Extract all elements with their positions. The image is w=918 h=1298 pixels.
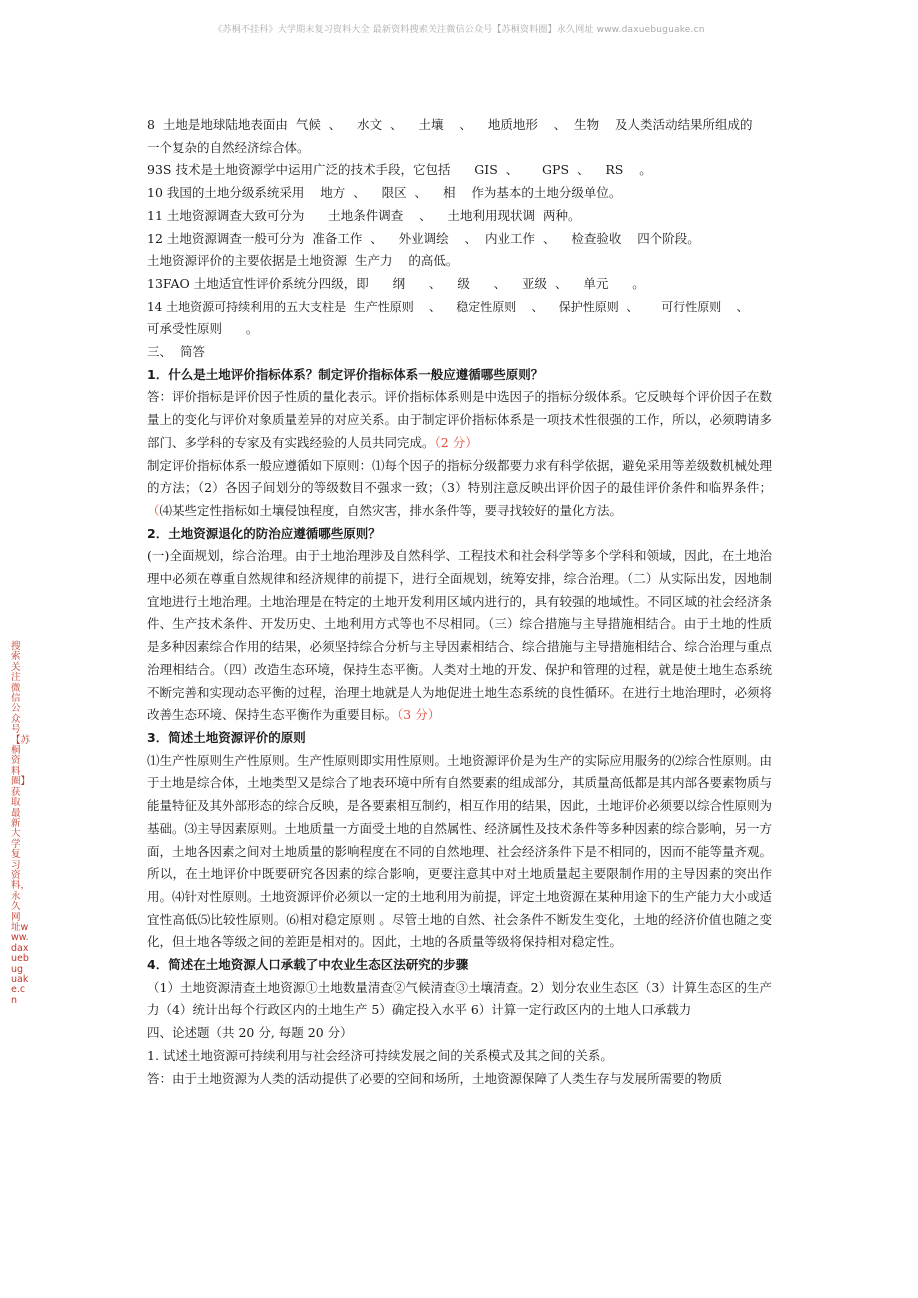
side-watermark: 搜索关注微信公众号【苏桐资料圈】获取最新大学复习资料，永久网址www.daxuebuguake.cn [11,641,31,1006]
document-body [147,114,772,1090]
fill-blank-10: 10 我国的土地分级系统采用 地方 、 限区 、 相 作为基本的土地分级单位。 [147,185,622,201]
answer-1a [147,386,772,454]
score-paren: （ [147,502,160,518]
fill-blank-12b: 土地资源评价的主要依据是土地资源 生产力 的高低。 [147,253,459,269]
answer-2-text: (一)全面规划，综合治理。由于土地治理涉及自然科学、工程技术和社会科学等多个学科和领域，因此，在土地治理中必须在尊重自然规律和经济规律的前提下，进行全面规划，统筹安排，综合治理。（二）从实际出发，因地制宜地进行土地治理。土地治理是在特定的土地开发利用区域内进行的，具有较强的地域性。不同区域的社会经济条件、生产技术条件、开发历史、土地利用方式等也不尽相同。（三）综合措施与主导措施相结合。由于土地的性质是多种因素综合作用的结果，必须坚持综合分析与主导因素相结合、综合措施与主导措施相结合、综合治理与重点治理相结合。（四）改造生态环境，保持生态平衡。人类对土地的开发、保护和管理的过程，就是使土地生态系统不断完善和实现动态平衡的过程，治理土地就是人为地促进土地生态系统的良性循环。在进行土地治理时，必须将改善生态环境、保持生态平衡作为重要目标。 [147,548,773,723]
answer-1b [147,455,772,523]
fill-blank-14a: 14 土地资源可持续利用的五大支柱是 生产性原则 、 稳定性原则 、 保护性原则 、 可行性原则 、 [147,299,749,314]
answer-1a-text: 答：评价指标是评价因子性质的量化表示。评价指标体系则是中选因子的指标分级体系。它反映每个评价因子在数量上的变化与评价对象质量差异的对应关系。由于制定评价指标体系是一项技术性很强的工作，所以，必须聘请多部门、多学科的专家及有实践经验的人员共同完成。 [147,389,773,450]
answer-3: ⑴生产性原则生产性原则。生产性原则即实用性原则。土地资源评价是为生产的实际应用服务的⑵综合性原则。由于土地是综合体，土地类型又是综合了地表环境中所有自然要素的组成部分，其质量高低都是其内部各要素物质与能量特征及其外部形态的综合反映，是各要素相互制约，相互作用的结果，因此，土地评价必须要以综合性原则为基础。⑶主导因素原则。土地质量一方面受土地的自然属性、经济属性及技术条件等多种因素的综合影响，另一方面，土地各因素之间对土地质量的影响程度在不同的自然地理、社会经济条件下是不相同的，因而不能等量齐观。所以，在土地评价中既要研究各因素的综合影响，更要注意其中对土地质量起主要限制作用的主导因素的突出作用。⑷针对性原则。土地资源评价必须以一定的土地利用为前提，评定土地资源在某种用途下的生产能力大小或适宜性高低⑸比较性原则。⑹相对稳定原则 。尽管土地的自然、社会条件不断发生变化，土地的经济价值也随之变化，但土地各等级之间的差距是相对的。因此，土地的各质量等级将保持相对稳定性。 [147,752,773,950]
fill-blank-13: 13FAO 土地适宜性评价系统分四级，即 纲 、 级 、 亚级 、 单元 。 [147,275,645,291]
fill-blank-8a: 8 土地是地球陆地表面由 气候 、 水文 、 土壤 、 地质地形 、 生物 及人类活动结果所组成的 [147,117,753,132]
essay-answer-1: 答：由于土地资源为人类的活动提供了必要的空间和场所，土地资源保障了人类生存与发展所需要的物质 [147,1070,723,1086]
answer-2 [147,545,772,727]
essay-question-1: 1. 试述土地资源可持续利用与社会经济可持续发展之间的关系模式及其之间的关系。 [147,1047,613,1063]
answer-4: （1）土地资源清查土地资源①土地数量清查②气候清查③土壤清查。2）划分农业生态区（3）计算生态区的生产力（4）统计出每个行政区内的土地生产 5）确定投入水平 6）计算一定行政区内的土地人口承载力 [147,979,772,1018]
score-badge: （3 分） [397,707,441,723]
fill-blank-11: 11 土地资源调查大致可分为 土地条件调查 、 土地利用现状调 两种。 [147,207,581,223]
page-header-watermark: 《苏桐不挂科》大学期末复习资料大全 最新资料搜索关注微信公众号【苏桐资料圈】永久网址 www.daxuebuguake.cn [213,25,705,35]
answer-1b-text: 制定评价指标体系一般应遵循如下原则：⑴每个因子的指标分级都要力求有科学依据，避免采用等差级数机械处理的方法；（2）各因子间划分的等级数目不强求一致；（3）特别注意反映出评价因子的最佳评价条件和临界条件； [147,457,773,496]
section-3-heading: 三、 简答 [147,344,205,360]
score-badge: （2 分） [434,434,478,450]
question-4: 4．简述在土地资源人口承载了中农业生态区法研究的步骤 [147,957,469,973]
answer-1b-tail: ⑷某些定性指标如土壤侵蚀程度，自然灾害，排水条件等，要寻找较好的量化方法。 [159,502,623,518]
fill-blank-14b: 可承受性原则 。 [147,321,259,337]
question-3: 3．简述土地资源评价的原则 [147,729,306,745]
fill-blank-9: 93S 技术是土地资源学中运用广泛的技术手段，它包括 GIS 、 GPS 、 RS 。 [147,162,652,178]
question-1: 1．什么是土地评价指标体系？制定评价指标体系一般应遵循哪些原则？ [147,366,544,382]
fill-blank-12: 12 土地资源调查一般可分为 准备工作 、 外业调绘 、 内业工作 、 检查验收 四个阶段。 [147,230,700,246]
question-2: 2．土地资源退化的防治应遵循哪些原则？ [147,525,381,541]
fill-blank-8b: 一个复杂的自然经济综合体。 [147,139,310,155]
section-4-heading: 四、论述题（共 20 分, 每题 20 分） [147,1025,353,1041]
